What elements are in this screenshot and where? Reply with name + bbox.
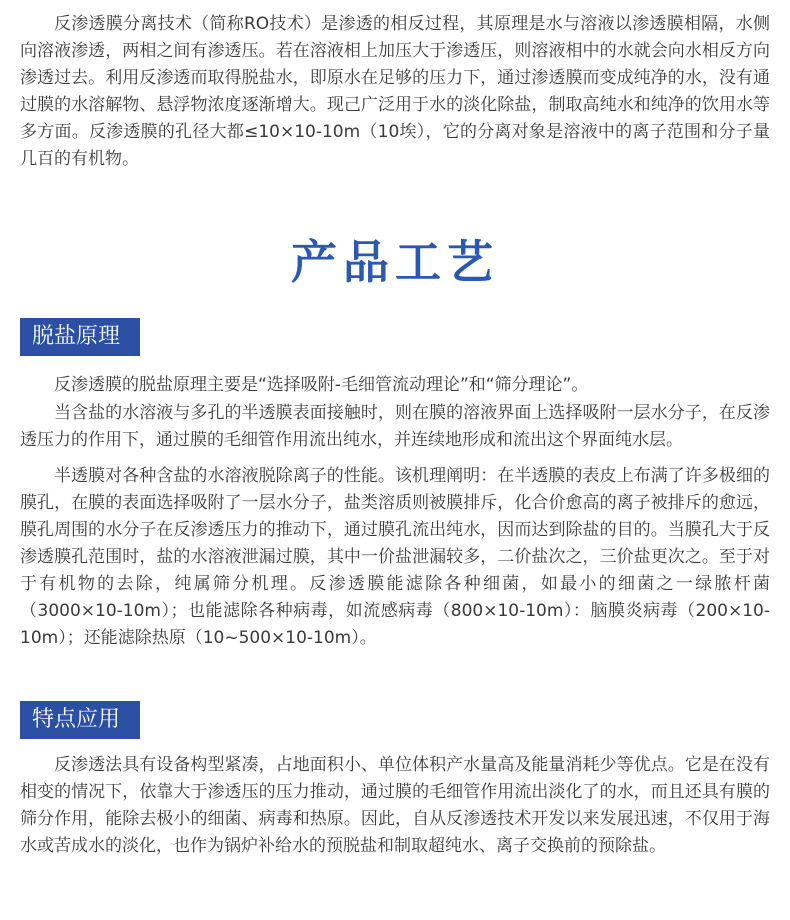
heading-desalination-principle: 脱盐原理 bbox=[20, 318, 140, 356]
desalination-paragraph-2: 当含盐的水溶液与多孔的半透膜表面接触时，则在膜的溶液界面上选择吸附一层水分子，在反渗透压力的作用下，通过膜的毛细管作用流出纯水，并连续地形成和流出这个界面纯水层。 bbox=[20, 403, 770, 450]
desalination-paragraph-3: 半透膜对各种含盐的水溶液脱除离子的性能。该机理阐明：在半透膜的表皮上布满了许多极细的膜孔，在膜的表面选择吸附了一层水分子，盐类溶质则被膜排斥，化合价愈高的离子被排斥的愈远，膜孔周围的水分子在反渗透压力的推动下，通过膜孔流出纯水，因而达到除盐的目的。当膜孔大于反渗透膜孔范围时，盐的水溶液泄漏过膜，其中一价盐泄漏较多，二价盐次之，三价盐更次之。至于对于有机物的去除，纯属筛分机理。反渗透膜能滤除各种细菌，如最小的细菌之一绿脓杆菌（3000×10-10m）；也能滤除各种病毒，如流感病毒（800×10-10m）：脑膜炎病毒（200×10-10m）；还能滤除热原（10~500×10-10m）。 bbox=[20, 466, 770, 648]
features-paragraph: 反渗透法具有设备构型紧凑，占地面积小、单位体积产水量高及能量消耗少等优点。它是在没有相变的情况下，依靠大于渗透压的压力推动，通过膜的毛细管作用流出淡化了的水，而且还具有膜的筛分作用，能除去极小的细菌、病毒和热原。因此，自从反渗透技术开发以来发展迅速，不仅用于海水或苦成水的淡化，也作为锅炉补给水的预脱盐和制取超纯水、离子交换前的预除盐。 bbox=[20, 755, 770, 856]
intro-paragraph: 反渗透膜分离技术（简称RO技术）是渗透的相反过程，其原理是水与溶液以渗透膜相隔，水侧向溶液渗透，两相之间有渗透压。若在溶液相上加压大于渗透压，则溶液相中的水就会向水相反方向渗透过去。利用反渗透而取得脱盐水，即原水在足够的压力下，通过渗透膜而变成纯净的水，没有通过膜的水溶解物、悬浮物浓度逐渐增大。现己广泛用于水的淡化除盐，制取高纯水和纯净的饮用水等多方面。反渗透膜的孔径大都≤10×10-10m（10埃），它的分离对象是溶液中的离子范围和分子量几百的有机物。 bbox=[20, 14, 770, 169]
section-title: 产品工艺 bbox=[291, 235, 499, 289]
desalination-paragraph-1: 反渗透膜的脱盐原理主要是“选择吸附-毛细管流动理论”和“筛分理论”。 bbox=[54, 375, 589, 395]
heading-features-applications: 特点应用 bbox=[20, 701, 140, 739]
